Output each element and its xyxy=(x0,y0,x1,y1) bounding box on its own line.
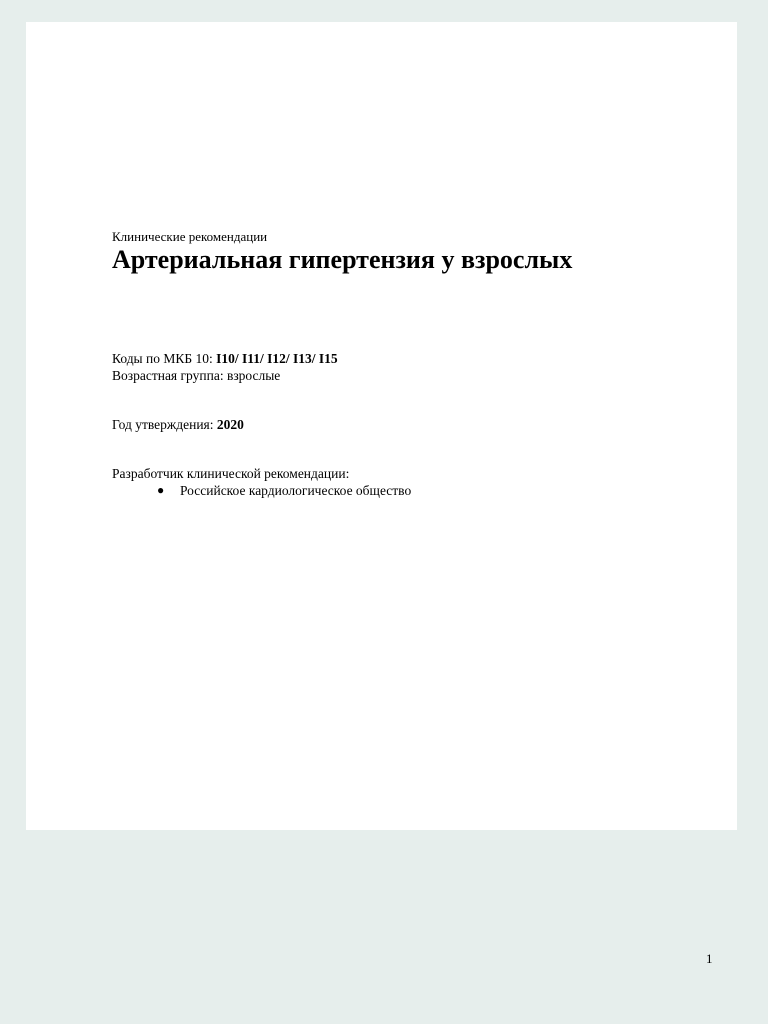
developer-list xyxy=(112,482,712,499)
page-content xyxy=(112,229,712,499)
icd-codes-value: I10/ I11/ I12/ I13/ I15 xyxy=(216,351,338,366)
approval-year-value: 2020 xyxy=(216,417,244,432)
list-item xyxy=(112,482,712,499)
age-group-label: Возрастная группа: xyxy=(112,368,227,383)
developer-name: Российское кардиологическое общество xyxy=(180,483,412,498)
bullet-icon: ● xyxy=(157,483,165,497)
icd-codes-line xyxy=(112,350,712,367)
approval-year-line xyxy=(112,416,712,433)
approval-year-label: Год утверждения: xyxy=(112,417,217,432)
page-number: 1 xyxy=(706,951,713,966)
document-kicker: Клинические рекомендации xyxy=(112,229,268,244)
age-group-line xyxy=(112,367,712,384)
developer-label: Разработчик клинической рекомендации: xyxy=(112,466,350,481)
age-group-value: взрослые xyxy=(226,368,281,383)
document-title: Артериальная гипертензия у взрослых xyxy=(112,245,573,274)
icd-codes-label: Коды по МКБ 10: xyxy=(112,351,217,366)
document-page xyxy=(26,22,737,830)
